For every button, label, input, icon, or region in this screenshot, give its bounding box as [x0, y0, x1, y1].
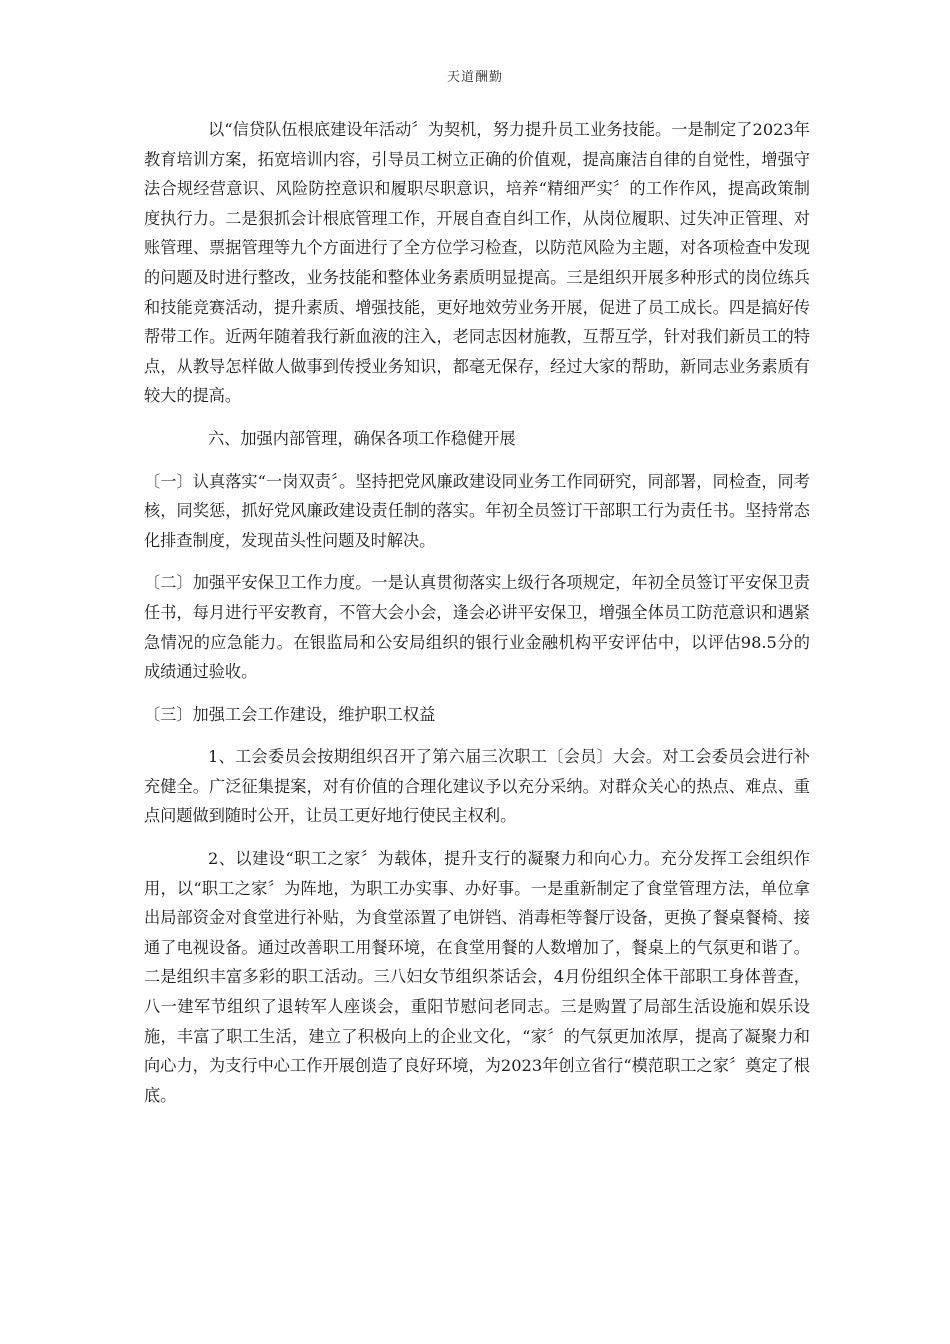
section-heading-six: 六、加强内部管理，确保各项工作稳健开展 — [208, 428, 516, 448]
page-header: 天道酬勤 — [446, 70, 503, 85]
paragraph-union-congress: 1、工会委员会按期组织召开了第六届三次职工〔会员〕大会。对工会委员会进行补充健全。广泛征集提案，对有价值的合理化建议予以充分采纳。对群众关心的热点、难点、重点问题做到随时公开，让员工更好地行使民主权利。 — [144, 747, 810, 826]
paragraph-security-work: 〔二〕加强平安保卫工作力度。一是认真贯彻落实上级行各项规定，年初全员签订平安保卫责任书，每月进行平安教育，不管大会小会，逢会必讲平安保卫，增强全体员工防范意识和遇紧急情况的应急能力。在银监局和公安局组织的银行业金融机构平安评估中，以评估98.5分的成绩通过验收。 — [144, 573, 810, 682]
paragraph-training: 以“信贷队伍根底建设年活动〞为契机，努力提升员工业务技能。一是制定了2023年教育培训方案，拓宽培训内容，引导员工树立正确的价值观，提高廉洁自律的自觉性，增强守法合规经营意识、风险防控意识和履职尽职意识，培养“精细严实〞的工作作风，提高政策制度执行力。二是狠抓会计根底管理工作，开展自查自纠工作，从岗位履职、过失冲正管理、对账管理、票据管理等九个方面进行了全方位学习检查，以防范风险为主题，对各项检查中发现的问题及时进行整改，业务技能和整体业务素质明显提高。三是组织开展多种形式的岗位练兵和技能竞赛活动，提升素质、增强技能，更好地效劳业务开展，促进了员工成长。四是搞好传帮带工作。近两年随着我行新血液的注入，老同志因材施教，互帮互学，针对我们新员工的特点，从教导怎样做人做事到传授业务知识，都毫无保存，经过大家的帮助，新同志业务素质有较大的提高。 — [144, 120, 810, 406]
paragraph-one-post-two-duties: 〔一〕认真落实“一岗双责〞。坚持把党风廉政建设同业务工作同研究，同部署，同检查，同考核，同奖惩，抓好党风廉政建设责任制的落实。年初全员签订干部职工行为责任书。坚持常态化排查制度，发现苗头性问题及时解决。 — [144, 471, 810, 550]
subheading-union-work: 〔三〕加强工会工作建设，维护职工权益 — [144, 704, 436, 724]
document-body — [144, 115, 810, 1110]
paragraph-workers-home: 2、以建设“职工之家〞为载体，提升支行的凝聚力和向心力。充分发挥工会组织作用，以“职工之家〞为阵地，为职工办实事、办好事。一是重新制定了食堂管理方法，单位拿出局部资金对食堂进行补贴，为食堂添置了电饼铛、消毒柜等餐厅设备，更换了餐桌餐椅、接通了电视设备。通过改善职工用餐环境，在食堂用餐的人数增加了，餐桌上的气氛更和谐了。二是组织丰富多彩的职工活动。三八妇女节组织茶话会，4月份组织全体干部职工身体普查，八一建军节组织了退转军人座谈会，重阳节慰问老同志。三是购置了局部生活设施和娱乐设施，丰富了职工生活，建立了积极向上的企业文化，“家〞的气氛更加浓厚，提高了凝聚力和向心力，为支行中心工作开展创造了良好环境，为2023年创立省行“模范职工之家〞奠定了根底。 — [144, 849, 810, 1105]
